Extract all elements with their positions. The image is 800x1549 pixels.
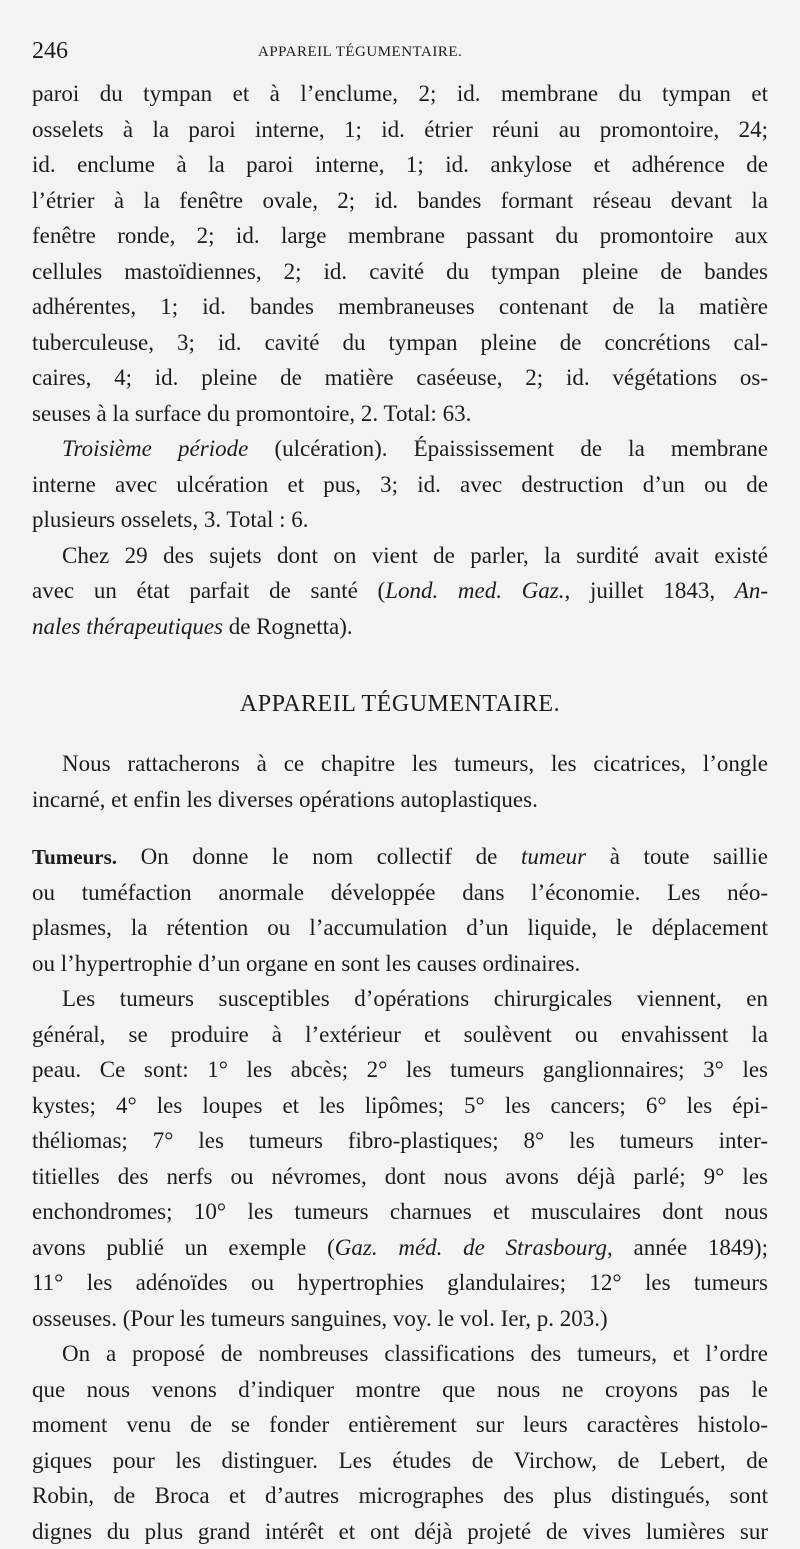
text-line: On a proposé de nombreuses classifications des tumeurs, et l’ordre <box>32 1336 768 1372</box>
paragraph-tumeurs <box>32 839 768 981</box>
text-line: dignes du plus grand intérêt et ont déjà projeté de vives lumières sur <box>32 1514 768 1549</box>
text-line: 11° les adénoïdes ou hypertrophies glandulaires; 12° les tumeurs <box>32 1265 768 1301</box>
paragraph-surdite <box>32 538 768 645</box>
text-line: nales thérapeutiques de Rognetta). <box>32 609 768 645</box>
text-line: caires, 4; id. pleine de matière caséeuse, 2; id. végétations os- <box>32 360 768 396</box>
text-line: id. enclume à la paroi interne, 1; id. ankylose et adhérence de <box>32 147 768 183</box>
text-line: ou l’hypertrophie d’un organe en sont les causes ordinaires. <box>32 946 768 982</box>
text-line: l’étrier à la fenêtre ovale, 2; id. bandes formant réseau devant la <box>32 183 768 219</box>
text-line: Tumeurs. On donne le nom collectif de tumeur à toute saillie <box>32 839 768 875</box>
text-line: osselets à la paroi interne, 1; id. étrier réuni au promontoire, 24; <box>32 112 768 148</box>
text-line: peau. Ce sont: 1° les abcès; 2° les tumeurs ganglionnaires; 3° les <box>32 1052 768 1088</box>
text-line: moment venu de se fonder entièrement sur leurs caractères histolo- <box>32 1407 768 1443</box>
text-line: enchondromes; 10° les tumeurs charnues et musculaires dont nous <box>32 1194 768 1230</box>
text-line: général, se produire à l’extérieur et soulèvent ou envahissent la <box>32 1017 768 1053</box>
text-line: avec un état parfait de santé (Lond. med. Gaz., juillet 1843, An- <box>32 573 768 609</box>
text-line: titielles des nerfs ou névromes, dont nous avons déjà parlé; 9° les <box>32 1159 768 1195</box>
text-line: ou tuméfaction anormale développée dans l’économie. Les néo- <box>32 875 768 911</box>
section-heading: APPAREIL TÉGUMENTAIRE. <box>32 684 768 724</box>
text-line: Nous rattacherons à ce chapitre les tumeurs, les cicatrices, l’ongle <box>32 746 768 782</box>
text-line: Chez 29 des sujets dont on vient de parler, la surdité avait existé <box>32 538 768 574</box>
text-line: que nous venons d’indiquer montre que nous ne croyons pas le <box>32 1372 768 1408</box>
text-line: paroi du tympan et à l’enclume, 2; id. membrane du tympan et <box>32 76 768 112</box>
text-line: adhérentes, 1; id. bandes membraneuses contenant de la matière <box>32 289 768 325</box>
text-line: giques pour les distinguer. Les études de Virchow, de Lebert, de <box>32 1443 768 1479</box>
text-line: avons publié un exemple (Gaz. méd. de Strasbourg, année 1849); <box>32 1230 768 1266</box>
text-line: théliomas; 7° les tumeurs fibro-plastiques; 8° les tumeurs inter- <box>32 1123 768 1159</box>
paragraph-tumor-list <box>32 981 768 1336</box>
citation-italic: nales thérapeutiques <box>32 614 223 639</box>
section-intro <box>32 746 768 817</box>
text-line: Les tumeurs susceptibles d’opérations chirurgicales viennent, en <box>32 981 768 1017</box>
text-line: plasmes, la rétention ou l’accumulation d’un liquide, le déplacement <box>32 910 768 946</box>
italic-lead: Troisième période <box>62 436 248 461</box>
text-line: interne avec ulcération et pus, 3; id. avec destruction d’un ou de <box>32 467 768 503</box>
text-line: plusieurs osselets, 3. Total : 6. <box>32 502 768 538</box>
text-line: incarné, et enfin les diverses opérations autoplastiques. <box>32 782 768 818</box>
text-line: Robin, de Broca et d’autres micrographes des plus distingués, sont <box>32 1478 768 1514</box>
text-line: tuberculeuse, 3; id. cavité du tympan pleine de concrétions cal- <box>32 325 768 361</box>
page-number: 246 <box>32 38 68 65</box>
term-italic: tumeur <box>521 844 586 869</box>
text-line: seuses à la surface du promontoire, 2. Total: 63. <box>32 396 768 432</box>
running-title: APPAREIL TÉGUMENTAIRE. <box>258 44 462 61</box>
text-line: Troisième période (ulcération). Épaississement de la membrane <box>32 431 768 467</box>
citation-italic: Gaz. méd. de Strasbourg <box>335 1235 607 1260</box>
paragraph-continued <box>32 76 768 431</box>
citation-italic: Lond. med. Gaz. <box>385 578 564 603</box>
runin-heading: Tumeurs. <box>32 845 117 869</box>
paragraph-classifications <box>32 1336 768 1549</box>
text-line: fenêtre ronde, 2; id. large membrane passant du promontoire aux <box>32 218 768 254</box>
body-text <box>32 76 768 1549</box>
text-line: cellules mastoïdiennes, 2; id. cavité du tympan pleine de bandes <box>32 254 768 290</box>
paragraph-third-period <box>32 431 768 538</box>
text-line: kystes; 4° les loupes et les lipômes; 5° les cancers; 6° les épi- <box>32 1088 768 1124</box>
running-head <box>32 38 772 68</box>
text-line: osseuses. (Pour les tumeurs sanguines, voy. le vol. Ier, p. 203.) <box>32 1301 768 1337</box>
